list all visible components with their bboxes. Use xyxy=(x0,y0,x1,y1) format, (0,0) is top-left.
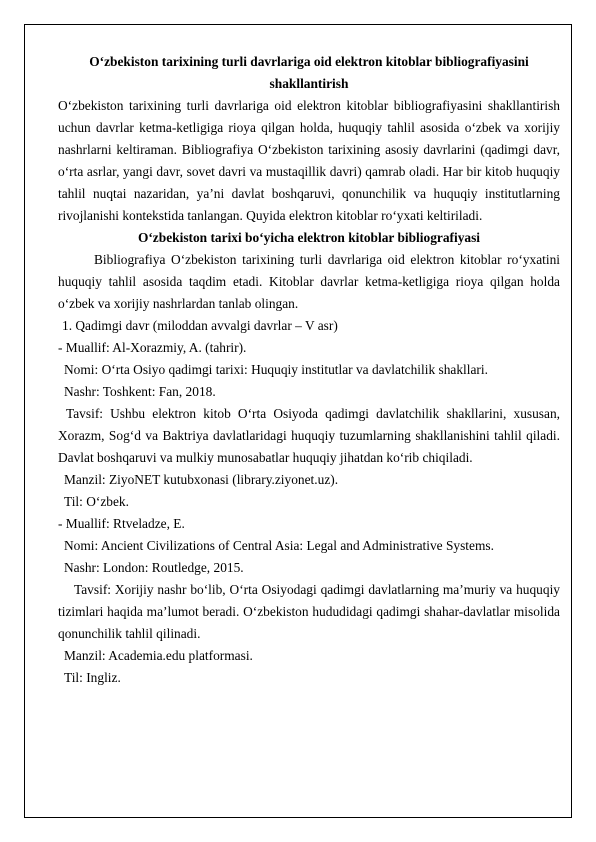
bibliography-description: Bibliografiya O‘zbekiston tarixining turli davrlariga oid elektron kitoblar ro‘yxatini huquqiy tahlil asosida taqdim etadi. Kitoblar davrlar ketma-ketligiga rioya qilgan holda o‘zbek va xorijiy nashrlardan tanlab olingan. xyxy=(58,252,560,311)
book-address: Manzil: ZiyoNET kutubxonasi (library.ziyonet.uz). xyxy=(64,472,339,487)
book-entry xyxy=(58,337,560,513)
book-language: Til: Ingliz. xyxy=(64,670,121,685)
book-address: Manzil: Academia.edu platformasi. xyxy=(64,648,253,663)
book-entry xyxy=(58,513,560,689)
book-name: Nomi: Ancient Civilizations of Central Asia: Legal and Administrative Systems. xyxy=(64,538,494,553)
document-title: O‘zbekiston tarixining turli davrlariga oid elektron kitoblar bibliografiyasini shakllantirish xyxy=(89,54,529,91)
document-body xyxy=(58,51,560,689)
book-author: - Muallif: Rtveladze, E. xyxy=(58,516,185,531)
book-language: Til: O‘zbek. xyxy=(64,494,129,509)
bibliography-subtitle: O‘zbekiston tarixi bo‘yicha elektron kitoblar bibliografiyasi xyxy=(137,230,481,245)
book-author: - Muallif: Al-Xorazmiy, A. (tahrir). xyxy=(58,340,247,355)
book-publisher: Nashr: London: Routledge, 2015. xyxy=(64,560,244,575)
section-heading: 1. Qadimgi davr (miloddan avvalgi davrlar – V asr) xyxy=(62,318,338,333)
book-summary: Tavsif: Xorijiy nashr bo‘lib, O‘rta Osiyodagi qadimgi davlatlarning ma’muriy va huquqiy tizimlari haqida ma’lumot beradi. O‘zbekiston hududidagi qadimgi shahar-davlatlar misolida qonunchilik tahlil qilinadi. xyxy=(58,582,560,641)
book-publisher: Nashr: Toshkent: Fan, 2018. xyxy=(64,384,216,399)
intro-paragraph: O‘zbekiston tarixining turli davrlariga oid elektron kitoblar bibliografiyasini shakllantirish uchun davrlar ketma-ketligiga rioya qilgan holda, huquqiy tahlil asosida o‘zbek va xorijiy nashrlarni keltiraman. Bibliografiya O‘zbekiston tarixining asosiy davrlarini (qadimgi davr, o‘rta asrlar, yangi davr, sovet davri va mustaqillik davri) qamrab oladi. Har bir kitob huquqiy tahlil nuqtai nazaridan, ya’ni davlat boshqaruvi, qonunchilik va huquqiy institutlarning rivojlanishi kontekstida tanlangan. Quyida elektron kitoblar ro‘yxati keltiriladi. xyxy=(58,98,560,223)
book-name: Nomi: O‘rta Osiyo qadimgi tarixi: Huquqiy institutlar va davlatchilik shakllari. xyxy=(64,362,488,377)
book-summary: Tavsif: Ushbu elektron kitob O‘rta Osiyoda qadimgi davlatchilik shakllarini, xususan, Xorazm, Sog‘d va Baktriya davlatlaridagi huquqiy tuzumlarning shakllanishini tahlil qiladi. Davlat boshqaruvi va mulkiy munosabatlar huquqiy jihatdan ko‘rib chiqiladi. xyxy=(58,406,560,465)
